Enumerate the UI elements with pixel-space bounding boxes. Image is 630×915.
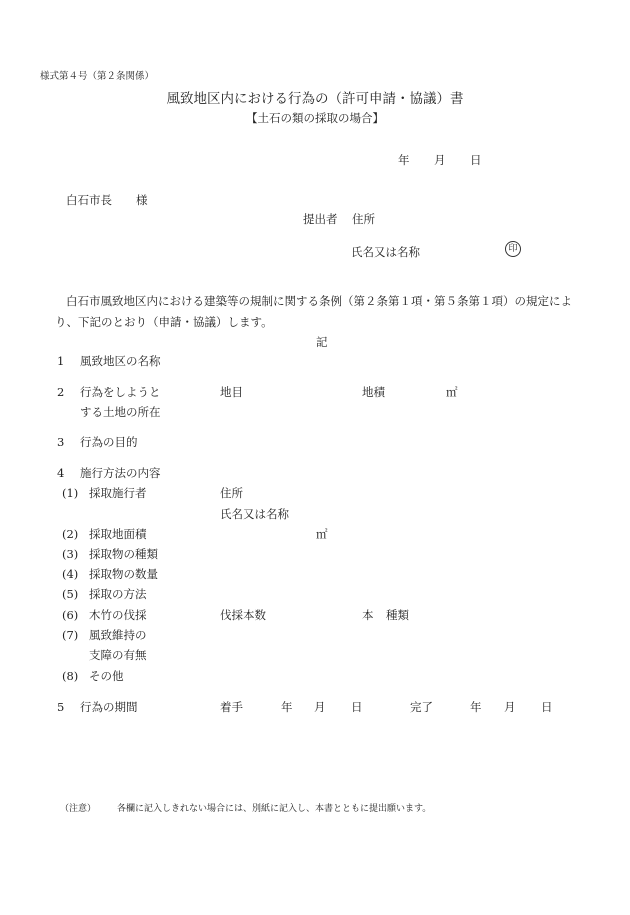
sub7-label-line2: 支障の有無 xyxy=(89,648,147,662)
sub1-label: 採取施行者 xyxy=(89,486,147,500)
item2-number: 2 xyxy=(57,385,65,399)
applicant-name-label: 氏名又は名称 xyxy=(351,245,420,259)
item2-chiseki-label: 地積 xyxy=(362,385,385,399)
date-month: 月 xyxy=(434,153,446,167)
body-text-line1: 白石市風致地区内における建築等の規制に関する条例（第２条第１項・第５条第１項）の規定によ xyxy=(66,294,572,308)
item2-area-unit: ㎡ xyxy=(446,385,458,399)
sub7-label-line1: 風致維持の xyxy=(89,628,147,642)
item4-label: 施行方法の内容 xyxy=(80,466,161,480)
item5-end-month: 月 xyxy=(504,700,516,714)
item5-start-year: 年 xyxy=(281,700,293,714)
sub3-number: (3) xyxy=(62,547,79,561)
page-subtitle: 【土石の類の採取の場合】 xyxy=(246,111,384,125)
note-text: 各欄に記入しきれない場合には、別紙に記入し、本書とともに提出願います。 xyxy=(117,804,432,814)
item5-start-month: 月 xyxy=(314,700,326,714)
item3-label: 行為の目的 xyxy=(80,435,138,449)
item5-number: 5 xyxy=(57,700,65,714)
sub6-count-unit: 本 xyxy=(362,608,374,622)
sub1-name-label: 氏名又は名称 xyxy=(220,507,289,521)
sub4-number: (4) xyxy=(62,567,79,581)
sub1-number: (1) xyxy=(62,486,79,500)
sub2-number: (2) xyxy=(62,527,79,541)
item2-label-line2: する土地の所在 xyxy=(80,405,161,419)
applicant-address-label: 住所 xyxy=(352,212,375,226)
form-number: 様式第４号（第２条関係） xyxy=(40,71,155,82)
item5-label: 行為の期間 xyxy=(80,700,138,714)
sub3-label: 採取物の種類 xyxy=(89,547,158,561)
sub2-label: 採取地面積 xyxy=(89,527,147,541)
item5-end-day: 日 xyxy=(541,700,553,714)
sub5-number: (5) xyxy=(62,587,79,601)
applicant-label: 提出者 xyxy=(303,212,338,226)
date-year: 年 xyxy=(398,153,410,167)
sub6-count-label: 伐採本数 xyxy=(220,608,266,622)
item1-number: 1 xyxy=(57,354,65,368)
body-text-line2: り、下記のとおり（申請・協議）します。 xyxy=(55,315,273,329)
item5-end-year: 年 xyxy=(470,700,482,714)
seal-mark: 印 xyxy=(505,241,521,257)
item2-chimoku-label: 地目 xyxy=(220,385,243,399)
sub4-label: 採取物の数量 xyxy=(89,567,158,581)
item4-number: 4 xyxy=(57,466,65,480)
item5-start-label: 着手 xyxy=(220,700,243,714)
sub6-number: (6) xyxy=(62,608,79,622)
addressee-honorific: 様 xyxy=(136,193,148,207)
addressee-name: 白石市長 xyxy=(66,193,112,207)
sub1-address-label: 住所 xyxy=(220,486,243,500)
sub5-label: 採取の方法 xyxy=(89,587,147,601)
date-day: 日 xyxy=(470,153,482,167)
sub7-number: (7) xyxy=(62,628,79,642)
item1-label: 風致地区の名称 xyxy=(80,354,161,368)
ki-heading: 記 xyxy=(316,335,328,349)
sub8-label: その他 xyxy=(89,669,124,683)
item2-label-line1: 行為をしようと xyxy=(80,385,161,399)
sub6-kind-label: 種類 xyxy=(386,608,409,622)
sub2-area-unit: ㎡ xyxy=(316,527,328,541)
sub6-label: 木竹の伐採 xyxy=(89,608,147,622)
sub8-number: (8) xyxy=(62,669,79,683)
note-label: （注意） xyxy=(60,804,97,814)
page-title: 風致地区内における行為の（許可申請・協議）書 xyxy=(166,91,464,107)
item3-number: 3 xyxy=(57,435,65,449)
item5-start-day: 日 xyxy=(351,700,363,714)
item5-end-label: 完了 xyxy=(410,700,433,714)
